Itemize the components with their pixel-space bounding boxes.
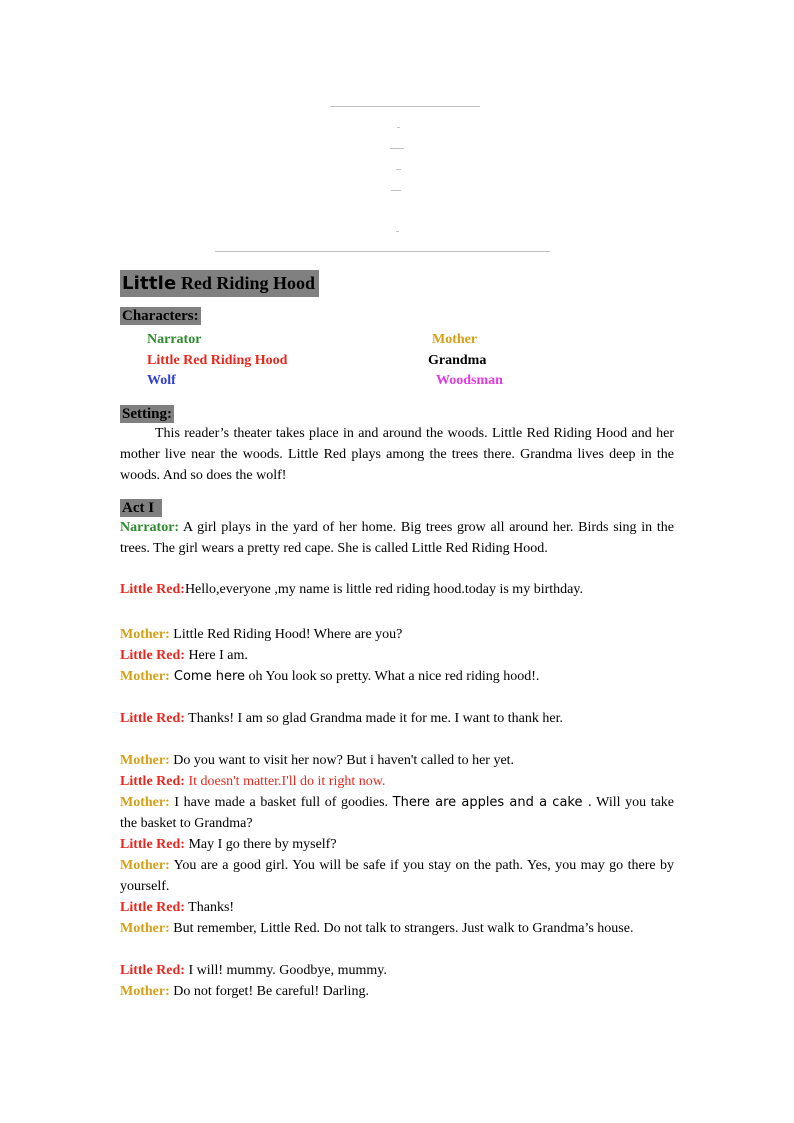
script-line-little-red <box>120 834 674 855</box>
characters-heading: Characters: <box>122 308 199 324</box>
line-text: oh You look so pretty. What a nice red riding hood!. <box>245 669 540 684</box>
header-artifact <box>330 106 480 107</box>
speaker-label: Little Red: <box>120 963 185 978</box>
line-text: I will! mummy. Goodbye, mummy. <box>184 963 387 978</box>
character-narrator: Narrator <box>147 332 202 347</box>
character-woodsman: Woodsman <box>436 373 503 388</box>
line-text: Will you take the basket to Grandma? <box>120 795 675 831</box>
line-text: Thanks! <box>184 900 235 915</box>
speaker-label: Little Red: <box>120 711 185 726</box>
script-line-narrator <box>120 517 674 559</box>
speaker-label: Little Red: <box>120 582 185 597</box>
header-artifact <box>396 231 399 232</box>
speaker-label: Mother: <box>120 669 170 684</box>
speaker-label: Mother: <box>120 921 170 936</box>
speaker-label: Mother: <box>120 627 170 642</box>
script-line-mother <box>120 981 674 1002</box>
speaker-label: Little Red: <box>120 837 185 852</box>
header-artifact <box>397 127 400 128</box>
script-line-little-red <box>120 771 674 792</box>
script-line-mother <box>120 750 674 771</box>
script-content <box>120 270 674 1002</box>
script-line-little-red <box>120 708 674 729</box>
character-little-red: Little Red Riding Hood <box>147 353 288 368</box>
setting-heading: Setting: <box>122 406 172 422</box>
speaker-label: Mother: <box>120 984 170 999</box>
script-line-mother <box>120 918 674 939</box>
speaker-label: Little Red: <box>120 900 185 915</box>
script-line-mother <box>120 666 674 687</box>
speaker-label: Little Red: <box>120 774 185 789</box>
script-line-mother <box>120 792 674 834</box>
page-title <box>120 270 319 297</box>
line-text: It doesn't matter.I'll do it right now. <box>184 774 386 789</box>
line-text: Thanks! I am so glad Grandma made it for me. I want to thank her. <box>184 711 563 726</box>
header-artifact <box>215 251 550 252</box>
header-artifact <box>390 148 404 149</box>
setting-paragraph: This reader’s theater takes place in and around the woods. Little Red Riding Hood and her mother live near the woods. Little Red plays among the trees there. Grandma lives deep in the woods. And so does the wolf! <box>120 426 674 483</box>
script-line-little-red <box>120 897 674 918</box>
title-rest: Red Riding Hood <box>176 273 315 293</box>
act-heading: Act I <box>120 499 162 517</box>
line-text: Little Red Riding Hood! Where are you? <box>169 627 403 642</box>
line-text: Here I am. <box>184 648 248 663</box>
script-line-little-red <box>120 579 674 600</box>
character-wolf: Wolf <box>147 373 176 388</box>
speaker-label: Mother: <box>120 795 170 810</box>
character-grandma: Grandma <box>428 353 487 368</box>
line-text: There are apples and a cake . <box>392 795 592 810</box>
speaker-label: Little Red: <box>120 648 185 663</box>
character-mother: Mother <box>432 332 478 347</box>
script-line-little-red <box>120 645 674 666</box>
header-artifact <box>396 169 401 170</box>
line-text: I have made a basket full of goodies. <box>169 795 393 810</box>
speaker-label: Narrator: <box>120 520 180 535</box>
line-text: Come here <box>169 669 246 684</box>
line-text: Hello,everyone ,my name is little red riding hood.today is my birthday. <box>184 582 583 597</box>
script-line-little-red <box>120 960 674 981</box>
speaker-label: Mother: <box>120 753 170 768</box>
line-text: You are a good girl. You will be safe if you stay on the path. Yes, you may go there by yourself. <box>120 858 674 894</box>
script-line-mother <box>120 624 674 645</box>
line-text: But remember, Little Red. Do not talk to strangers. Just walk to Grandma’s house. <box>169 921 634 936</box>
script-line-mother <box>120 855 674 897</box>
characters-list <box>120 329 674 391</box>
line-text: A girl plays in the yard of her home. Big trees grow all around her. Birds sing in the trees. The girl wears a pretty red cape. She is called Little Red Riding Hood. <box>120 520 674 556</box>
line-text: Do you want to visit her now? But i haven't called to her yet. <box>169 753 515 768</box>
line-text: May I go there by myself? <box>184 837 337 852</box>
line-text: Do not forget! Be careful! Darling. <box>169 984 369 999</box>
title-first-word: Little <box>122 273 177 294</box>
speaker-label: Mother: <box>120 858 170 873</box>
header-artifact <box>391 190 401 191</box>
